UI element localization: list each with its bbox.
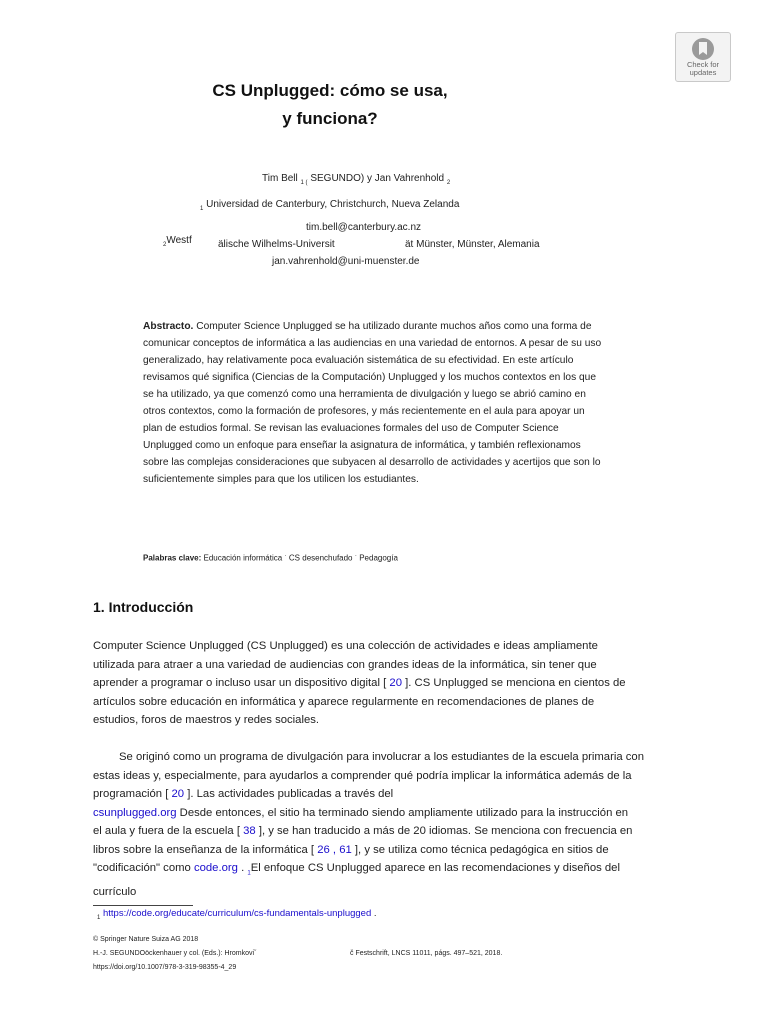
email-2[interactable]: jan.vahrenhold@uni-muenster.de (272, 256, 420, 267)
abstract-block (143, 318, 648, 488)
citation-link-20[interactable]: 20 (171, 788, 185, 800)
citation-link-20[interactable]: 20 (389, 677, 402, 689)
footnote-number: 1 (97, 914, 101, 921)
abstract-line: comunicar conceptos de informática a las audiencias en una variedad de entornos. A pesar de su uso (143, 338, 602, 349)
affiliation-1 (200, 199, 459, 212)
abstract-line: Unplugged como un enfoque para enseñar la asignatura de informática, y también reflexionamos (143, 440, 581, 451)
email-1[interactable]: tim.bell@canterbury.ac.nz (306, 222, 422, 233)
citation-link-38[interactable]: 38 (243, 825, 256, 837)
doi-link[interactable]: https://doi.org/10.1007/978-3-319-98355-4_29 (93, 964, 237, 971)
author-2-superscript: 2 (446, 180, 451, 186)
author-name-1: Tim Bell (262, 173, 298, 184)
affiliation-1-number: 1 (200, 206, 204, 212)
bookmark-ribbon-icon (690, 37, 716, 61)
affiliation-1-text: Universidad de Canterbury, Christchurch, Nueva Zelanda (206, 199, 460, 210)
citation-link-26[interactable]: 26 (317, 843, 330, 856)
keyword-separator: · (354, 552, 357, 559)
abstract-line: suficientemente simples para que los utilicen los estudiantes. (143, 474, 419, 485)
badge-line-2: updates (689, 68, 717, 77)
paper-title-line-1: CS Unplugged: cómo se usa, (212, 81, 448, 100)
abstract-line: se ha utilizado, ya que comenzó como una herramienta de divulgación y luego se abrió camino en (143, 389, 586, 400)
footnote-url-link[interactable]: https://code.org/educate/curriculum/cs-fundamentals-unplugged (102, 908, 372, 919)
paper-title-line-2: y funciona? (282, 109, 378, 128)
affiliation-2-part-1: Westf (166, 235, 192, 246)
keyword-1: Educación informática (203, 553, 283, 563)
editors-line: H.-J. SEGUNDOöckenhauer y col. (Eds.): Hromkoviˇ (93, 950, 257, 957)
footnote-marker-1[interactable]: 1 (247, 870, 251, 877)
keyword-3: Pedagogía (359, 553, 398, 563)
code-org-link[interactable]: code.org (193, 862, 238, 874)
keywords-line (143, 552, 398, 563)
footnote-divider (93, 905, 193, 906)
abstract-line: revisamos qué significa (Ciencias de la Computación) Unplugged y los muchos contextos en los que (143, 372, 597, 383)
abstract-label: Abstracto. (143, 321, 194, 332)
keyword-2: CS desenchufado (288, 553, 353, 563)
intro-paragraph-1: Computer Science Unplugged (CS Unplugged) es una colección de actividades e ideas ampliamente utilizada para atraer a una variedad de audiencias con grandes ideas de la informática, sin tener que aprender a programar o incluso usar un dispositivo digital [ 20 ]. CS Unplugged se menciona en cientos de artículos sobre educación en informática y aparece regularmente en recomendaciones de planes de estudios, foros de maestros y redes sociales. (93, 640, 626, 726)
affiliation-2-number: 2 (163, 242, 167, 248)
intro-paragraph-2: Se originó como un programa de divulgación para involucrar a los estudiantes de la escuela primaria con estas ideas y, especialmente, para ayudarlos a comprender qué podría implicar la informática además de la programación [ 20 ]. Las actividades publicadas a través del csunplugged.org Desde entonces, el sitio ha terminado siendo ampliamente utilizado para la instrucción en el aula y fuera de la escuela [ 38 ], y se han traducido a más de 20 idiomas. Se menciona con frecuencia en libros sobre la enseñanza de la informática [ 26 , 61 ], y se utiliza como técnica pedagógica en sitios de "codificación" como code.org . $_1$El enfoque CS Unplugged aparece en las recomendaciones y diseños del currículo (93, 751, 644, 898)
section-heading: 1. Introducción (93, 599, 194, 615)
badge-line-1: Check for (686, 60, 720, 69)
authors-line (262, 173, 450, 186)
festschrift-line: č Festschrift, LNCS 11011, págs. 497–521, 2018. (350, 950, 503, 957)
copyright-line: © Springer Nature Suiza AG 2018 (93, 936, 199, 943)
authors-middle: SEGUNDO) y Jan Vahrenhold (310, 173, 445, 184)
abstract-line: plan de estudios formal. Se revisan las evaluaciones formales del uso de Computer Science (143, 423, 559, 434)
author-1-superscript: 1 ( (300, 180, 308, 186)
keywords-label: Palabras clave: (143, 553, 202, 563)
abstract-line: sobre las complejas consideraciones que subyacen al desarrollo de actividades y acertijos que son lo (143, 457, 601, 468)
keyword-separator: · (284, 552, 287, 559)
abstract-line: Abstracto. Computer Science Unplugged se ha utilizado durante muchos años como una forma de (143, 321, 592, 332)
affiliation-2-prefix (163, 235, 192, 248)
csunplugged-link[interactable]: csunplugged.org (93, 806, 177, 819)
citation-link-61[interactable]: 61 (339, 843, 352, 856)
check-for-updates-badge[interactable] (675, 32, 731, 82)
abstract-line: otros contextos, como la formación de profesores, y más recientemente en el aula para apoyar un (143, 406, 585, 417)
abstract-line: generalizado, hay relativamente poca evaluación sistemática de su efectividad. En este artículo (143, 355, 574, 366)
affiliation-2-part-2: älische Wilhelms-Universit (218, 239, 335, 250)
affiliation-2-part-3: ät Münster, Münster, Alemania (405, 239, 540, 250)
footnote-1: $_1$ https://code.org/educate/curriculum/cs-fundamentals-unplugged . (97, 908, 377, 921)
